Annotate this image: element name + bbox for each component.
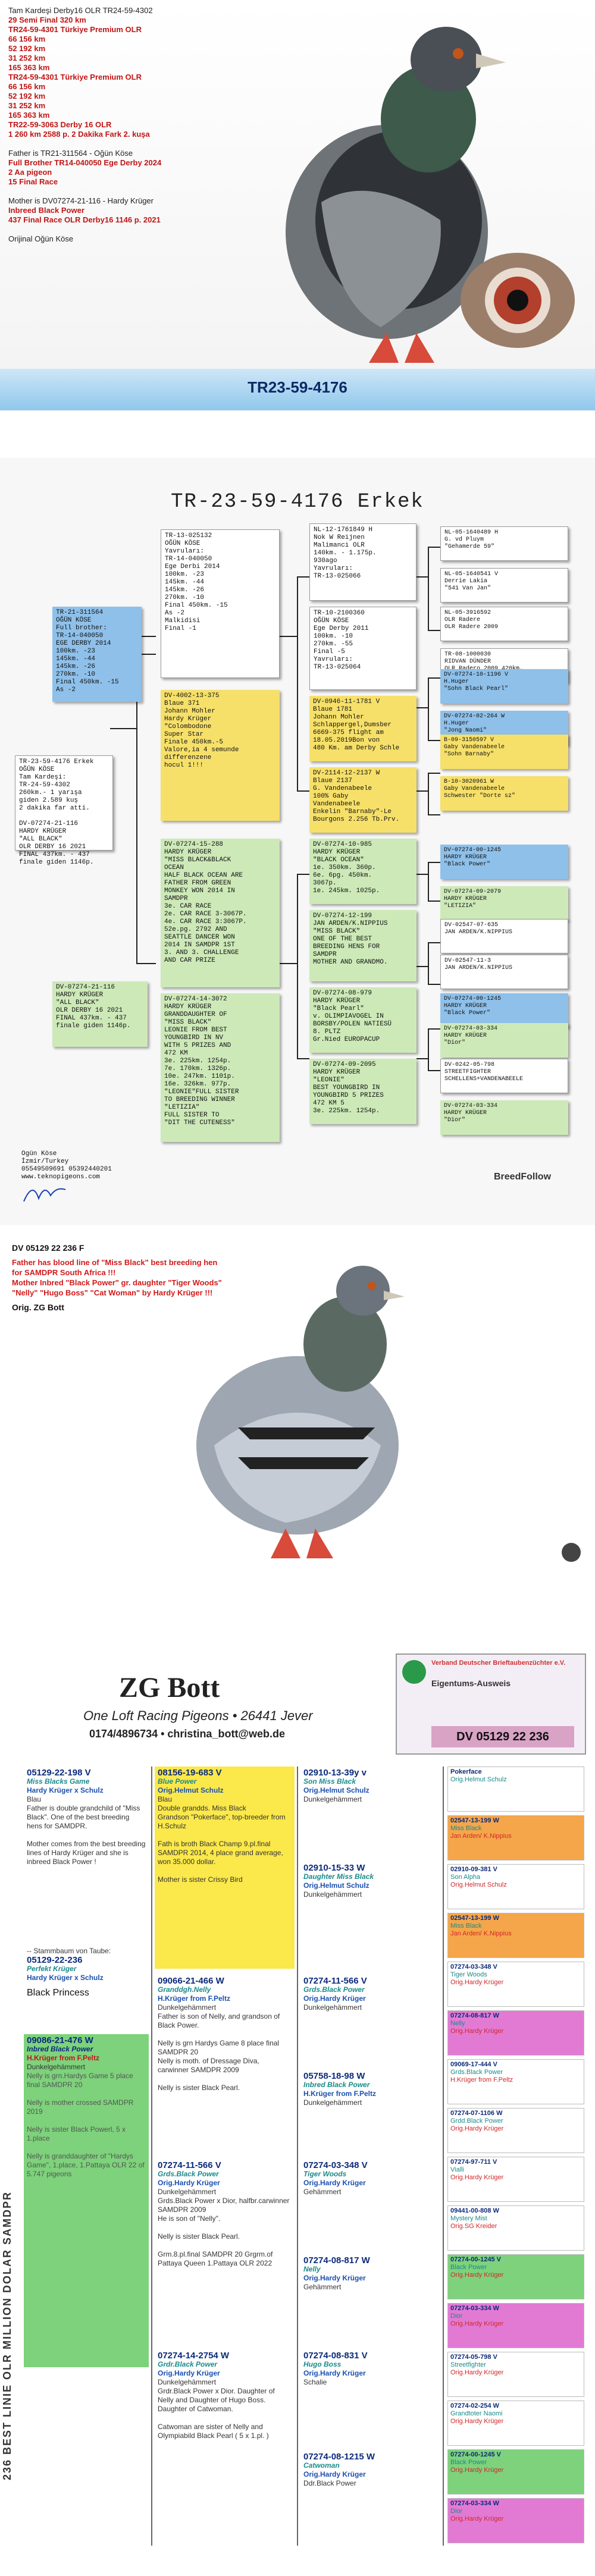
zg-g4-b: Orig.Hardy Krüger xyxy=(450,2369,504,2376)
zg-stammbaum-label: -- Stammbaum von Taube: xyxy=(27,1947,111,1955)
zg-g4-card xyxy=(447,2401,584,2446)
zg-mother-name: Inbred Black Power xyxy=(27,2045,93,2053)
pedigree-g4-card: NL-05-1640489 H G. vd Pluym "Gehamerde 59" xyxy=(440,526,568,561)
zg-g3-card xyxy=(300,2070,440,2153)
pedigree-ss: TR-13-025132 OĞÜN KÖSE Yavruları: TR-14-040050 Ege Derbi 2014 100km. -23 145km. -44 145km. -26 270km. -10 Final 450km. -15 As -2 Malkidisi Final -1 xyxy=(161,529,280,678)
zg-g3-breeder: Orig.Helmut Schulz xyxy=(303,1881,369,1890)
pedigree-g4-card: NL-05-1640541 V Derrie Lakia "541 Van Jan" xyxy=(440,568,568,603)
zg-g4-b: Orig.Hardy Krüger xyxy=(450,2174,504,2181)
zg-g4-b: Orig.Hardy Krüger xyxy=(450,2028,504,2035)
race-results-text xyxy=(8,6,258,244)
pigeon-photo-2 xyxy=(167,1249,440,1570)
pedigree-g4-card: DV-07274-03-334 HARDY KRÜGER "Dior" xyxy=(440,1100,568,1135)
pedigree-g4-card: DV-07274-03-334 HARDY KRÜGER "Dior" xyxy=(440,1023,568,1058)
zg-mother-ring: 09086-21-476 W xyxy=(27,2035,93,2045)
zg-ms-name: Grds.Black Power xyxy=(158,2170,219,2178)
zg-g4-card xyxy=(447,1962,584,2007)
zg-g4-card xyxy=(447,2108,584,2153)
zg-g3-color: Schalie xyxy=(303,2378,327,2386)
race-line: Full Brother TR14-040050 Ege Derby 2024 xyxy=(8,158,162,167)
zg-fd-ring: 09066-21-466 W xyxy=(158,1976,224,1986)
zg-subject-extra: Black Princess xyxy=(27,1988,89,1998)
pedigree-g4-card: DV-02547-07-635 JAN ARDEN/K.NIPPIUS xyxy=(440,919,568,953)
zg-g4-n: Orig.Helmut Schulz xyxy=(450,1776,507,1783)
zg-father-color: Blau xyxy=(27,1795,42,1803)
zg-g4-card xyxy=(447,2254,584,2299)
pedigree-g4-card: NL-05-3916592 OLR Radere OLR Radere 2009 xyxy=(440,607,568,641)
race-line: Tam Kardeşi Derby16 OLR TR24-59-4302 xyxy=(8,6,153,15)
zg-g4-b: Jan Arden/ K.Nippius xyxy=(450,1930,512,1937)
zg-g4-r: 07274-02-254 W xyxy=(450,2402,499,2409)
watermark-logo xyxy=(559,1540,583,1564)
race-line: 165 363 km xyxy=(8,111,50,120)
zg-father-ring: 05129-22-198 V xyxy=(27,1768,91,1778)
zg-fs xyxy=(155,1767,295,1969)
zg-g4-card xyxy=(447,2303,584,2348)
zg-father-breeder: Hardy Krüger x Schulz xyxy=(27,1786,104,1794)
zg-ms-color: Dunkelgehämmert xyxy=(158,2188,217,2196)
zg-g3-name: Catwoman xyxy=(303,2461,340,2470)
zg-ms-breeder: Orig.Hardy Krüger xyxy=(158,2179,220,2187)
zg-g3-ring: 07274-08-1215 W xyxy=(303,2452,375,2462)
zg-fs-breeder: Orig.Helmut Schulz xyxy=(158,1786,224,1794)
zg-g3-breeder: Orig.Hardy Krüger xyxy=(303,2274,366,2282)
race-line: 15 Final Race xyxy=(8,177,58,186)
pedigree-g4-card: DV-02547-11-3 JAN ARDEN/K.NIPPIUS xyxy=(440,955,568,989)
ring-number-2: DV 05129 22 236 F xyxy=(12,1243,84,1253)
zg-g3-color: Dunkelgehämmert xyxy=(303,2098,362,2107)
zg-fd xyxy=(155,1975,295,2153)
zg-fd-breeder: H.Krüger from F.Peltz xyxy=(158,1994,231,2003)
zg-g4-n: Black Power xyxy=(450,2264,487,2271)
zg-g4-b: Orig.Hardy Krüger xyxy=(450,2320,504,2327)
zg-g4-card xyxy=(447,2010,584,2056)
race-line: 66 156 km xyxy=(8,82,46,91)
zg-g4-n: Nelly xyxy=(450,2020,465,2027)
zg-g4-r: 07274-08-817 W xyxy=(450,2012,499,2019)
race-line: 66 156 km xyxy=(8,34,46,43)
race-line: 29 Semi Final 320 km xyxy=(8,15,86,24)
zg-g4-n: Grdd.Black Power xyxy=(450,2117,503,2125)
zg-mother-color: Dunkelgehämmert xyxy=(27,2063,86,2071)
zg-g3-color: Dunkelgehämmert xyxy=(303,2003,362,2012)
zg-g3-color: Ddr.Black Power xyxy=(303,2479,356,2487)
zg-subject-breeder: Hardy Krüger x Schulz xyxy=(27,1973,104,1982)
zg-g3-breeder: Orig.Hardy Krüger xyxy=(303,2470,366,2478)
race-line: Mother is DV07274-21-116 - Hardy Krüger xyxy=(8,196,154,205)
zg-g4-card xyxy=(447,1815,584,1860)
race-line: 437 Final Race OLR Derby16 1146 p. 2021 xyxy=(8,215,161,224)
zg-ms-text: Grds.Black Power x Dior, halfbr.carwinner SAMDPR 2009 He is son of "Nelly". Nelly is sister Black Pearl. Grm.8.pl.final SAMDPR 20 Grgrm.of Pattaya Queen 1.Pattaya OLR 2022 xyxy=(158,2197,290,2267)
zg-g3-ring: 07274-03-348 V xyxy=(303,2160,368,2170)
pedigree-g4-card: DV-07274-00-1245 HARDY KRÜGER "Black Power" xyxy=(440,993,568,1028)
zg-md-color: Dunkelgehämmert xyxy=(158,2378,217,2386)
zg-g4-b: Orig.Hardy Krüger xyxy=(450,2418,504,2425)
pedigree-breeder-info: Ogün Köse İzmir/Turkey 05549509691 05392440201 www.teknopigeons.com xyxy=(21,1150,112,1181)
zg-g4-card xyxy=(447,1913,584,1958)
zg-g3-ring: 07274-11-566 V xyxy=(303,1976,367,1986)
zg-fd-color: Dunkelgehämmert xyxy=(158,2003,217,2012)
zg-g3-breeder: Orig.Hardy Krüger xyxy=(303,2179,366,2187)
zg-g4-r: 07274-03-334 W xyxy=(450,2305,499,2312)
description-line: "Nelly" "Hugo Boss" "Cat Woman" by Hardy Krüger !!! xyxy=(12,1288,213,1297)
zg-fd-text: Father is son of Nelly, and grandson of Black Power. Nelly is grn Hardys Game 8 place final SAMDPR 20 Nelly is moth. of Dressage Diva, carwinner SAMDPR 2009 Nelly is sister Black Pearl. xyxy=(158,2012,280,2092)
zg-g4-card xyxy=(447,1864,584,1909)
zg-bott-pedigree xyxy=(0,1653,595,2576)
pedigree-dss: DV-07274-10-985 HARDY KRÜGER "BLACK OCEAN" 1e. 350km. 360p. 6e. 6pg. 450km. 3067p. 1e. 245km. 1025p. xyxy=(309,839,416,904)
zg-bott-subtitle: One Loft Racing Pigeons • 26441 Jever xyxy=(83,1708,313,1723)
race-line: TR24-59-4301 Türkiye Premium OLR xyxy=(8,25,142,34)
zg-g4-card xyxy=(447,2449,584,2495)
zg-g4-b: Orig.Hardy Krüger xyxy=(450,2125,504,2132)
pedigree-ddd: DV-07274-09-2095 HARDY KRÜGER "LEONIE" BEST YOUNGBIRD IN YOUNGBIRD 5 PRIZES 472 KM 5 3e. 225km. 1254p. xyxy=(309,1059,416,1124)
zg-g4-r: 09069-17-444 V xyxy=(450,2061,497,2068)
pedigree-dd: DV-07274-14-3072 HARDY KRÜGER GRANDDAUGHTER OF "MISS BLACK" LEONIE FROM BEST YOUNGBIRD IN NV WITH 5 PRIZES AND 472 KM 3e. 225km. 1254p. 7e. 170km. 1326p. 10e. 247km. 1101p. 16e. 326km. 977p. "LEONIE"FULL SISTER TO BREEDING WINNER "LETIZIA" FULL SISTER TO "DIT THE CUTENESS" xyxy=(161,993,280,1142)
zg-ms xyxy=(155,2159,295,2343)
zg-bott-contact: 0174/4896734 • christina_bott@web.de xyxy=(89,1728,286,1740)
zg-bott-title: ZG Bott xyxy=(119,1672,220,1703)
pedigree-g4-card: DV-07274-10-1196 V H.Huger "Sohn Black Pearl" xyxy=(440,669,568,704)
zg-g3-breeder: H.Krüger from F.Peltz xyxy=(303,2089,377,2098)
zg-md-breeder: Orig.Hardy Krüger xyxy=(158,2369,220,2377)
race-line: 31 252 km xyxy=(8,54,46,62)
zg-mother xyxy=(24,2034,149,2367)
pedigree-dam: DV-07274-21-116 HARDY KRÜGER "ALL BLACK" OLR DERBY 16 2021 FINAL 437km. - 437 finale giden 1146p. xyxy=(52,981,148,1047)
race-line: 52 192 km xyxy=(8,44,46,53)
race-line xyxy=(8,225,258,234)
pedigree-subject: TR-23-59-4176 Erkek OĞÜN KÖSE Tam Kardeşi: TR-24-59-4302 260km.- 1 yarışa giden 2.589 kuş 2 dakika far atti. DV-07274-21-116 HARDY KRÜGER "ALL BLACK" OLR DERBY 16 2021 FINAL 437km. - 437 finale giden 1146p. xyxy=(15,755,113,851)
zg-g3-breeder: Orig.Hardy Krüger xyxy=(303,1994,366,2003)
zg-g3-card xyxy=(300,2254,440,2337)
pedigree-sire: TR-21-311564 OĞÜN KÖSE Full brother: TR-14-040050 EGE DERBY 2014 100km. -23 145km. -44 145km. -26 270km. -10 Final 450km. -15 As -2 xyxy=(52,607,142,702)
zg-g3-ring: 07274-08-817 W xyxy=(303,2255,370,2266)
signature-image xyxy=(21,1178,68,1207)
pedigree-g4-card: DV-07274-02-264 W H.Huger "Jong Naomi" xyxy=(440,711,568,745)
zg-g4-b: Jan Arden/ K.Nippius xyxy=(450,1833,512,1840)
race-line: 52 192 km xyxy=(8,92,46,101)
zg-g3-card xyxy=(300,2451,440,2534)
zg-g4-b: Orig.SG Kreider xyxy=(450,2223,497,2230)
zg-g3-name: Grds.Black Power xyxy=(303,1985,365,1994)
zg-g3-color: Dunkelgehämmert xyxy=(303,1795,362,1803)
zg-ms-ring: 07274-11-566 V xyxy=(158,2160,221,2170)
pedigree-sd: DV-4002-13-375 Blaue 371 Johann Mohler Hardy Krüger "Colombodone Super Star Finale 450km.-5 Valore,ia 4 semunde differenzene hocul 1!!! xyxy=(161,690,280,821)
zg-mother-breeder: H.Krüger from F.Peltz xyxy=(27,2054,100,2062)
zg-g4-n: Tiger Woods xyxy=(450,1971,487,1978)
zg-g4-card xyxy=(447,2059,584,2104)
zg-g4-n: Son Alpha xyxy=(450,1874,481,1881)
zg-md xyxy=(155,2349,295,2546)
zg-g3-color: Dunkelgehämmert xyxy=(303,1890,362,1899)
zg-g3-name: Hugo Boss xyxy=(303,2360,342,2368)
pigeon-eye-closeup xyxy=(458,250,577,351)
zg-g4-r: 07274-03-334 W xyxy=(450,2500,499,2507)
zg-g4-n: Dior xyxy=(450,2508,463,2515)
description-line: Father has blood line of "Miss Black" best breeding hen xyxy=(12,1258,218,1267)
zg-g4-b: Orig.Hardy Krüger xyxy=(450,1979,504,1986)
breedfollow-logo: BreedFollow xyxy=(494,1172,552,1182)
race-line: 1 260 km 2588 p. 2 Dakika Fark 2. kuşa xyxy=(8,130,150,139)
zg-g3-card xyxy=(300,2159,440,2242)
zg-g4-b: Orig.Hardy Krüger xyxy=(450,2515,504,2522)
pedigree-dds: DV-07274-08-979 HARDY KRÜGER "Black Pearl" v. OLIMPIAVOGEL IN BORSBY/POLEN NATIESÜ 8. PLTZ Gr.Nied EUROPACUP xyxy=(309,987,416,1053)
race-line: Orijinal Oğün Köse xyxy=(8,234,74,243)
zg-g3-ring: 05758-18-98 W xyxy=(303,2071,365,2081)
zg-g3-name: Tiger Woods xyxy=(303,2170,347,2178)
zg-fd-name: Granddgh.Nelly xyxy=(158,1985,211,1994)
zg-father xyxy=(24,1767,149,1939)
zg-g4-n: Grds.Black Power xyxy=(450,2069,503,2076)
pedigree-g4-card: B-09-3150597 V Gaby Vandenabeele "Sohn Barnaby" xyxy=(440,735,568,769)
zg-md-name: Grdr.Black Power xyxy=(158,2360,218,2368)
zg-g3-name: Son Miss Black xyxy=(303,1777,356,1786)
zg-g4-b: H.Krüger from F.Peltz xyxy=(450,2076,513,2084)
zg-g4-r: 07274-97-711 V xyxy=(450,2158,497,2166)
hero-section-1 xyxy=(0,0,595,410)
hero-section-2 xyxy=(0,1243,595,1576)
pedigree-title: TR-23-59-4176 Erkek xyxy=(171,491,424,513)
race-line: Inbreed Black Power xyxy=(8,206,84,215)
zg-g3-card xyxy=(300,1767,440,1850)
zg-g4-n: Black Power xyxy=(450,2459,487,2466)
zg-g4-r: 07274-00-1245 V xyxy=(450,2256,502,2263)
zg-g3-color: Gehämmert xyxy=(303,2283,342,2291)
race-line: TR24-59-4301 Türkiye Premium OLR xyxy=(8,73,142,81)
zg-g4-r: 07274-03-348 V xyxy=(450,1963,497,1971)
zg-g4-n: Miss Black xyxy=(450,1922,482,1929)
zg-g4-card xyxy=(447,2205,584,2251)
race-line: 31 252 km xyxy=(8,101,46,110)
zg-g3-breeder: Orig.Hardy Krüger xyxy=(303,2369,366,2377)
pedigree-g4-card: DV-07274-09-2079 HARDY KRÜGER "LETIZIA" xyxy=(440,886,568,921)
zg-subject-name: Perfekt Krüger xyxy=(27,1965,77,1973)
zg-g3-ring: 02910-13-39y v xyxy=(303,1768,367,1778)
race-line: 165 363 km xyxy=(8,63,50,72)
zg-md-ring: 07274-14-2754 W xyxy=(158,2351,230,2361)
pedigree-g4-card: DV-0242-05-798 STREETFIGHTER SCHELLENS+VANDENABEELE xyxy=(440,1059,568,1093)
zg-subject xyxy=(24,1945,149,2022)
badge-title: Eigentums-Ausweis xyxy=(431,1678,511,1688)
zg-g3-ring: 07274-08-831 V xyxy=(303,2351,368,2361)
race-line: TR22-59-3063 Derby 16 OLR xyxy=(8,120,112,129)
ring-number: TR23-59-4176 xyxy=(248,378,347,396)
zg-g4-n: Miss Black xyxy=(450,1825,482,1832)
badge-ring: DV 05129 22 236 xyxy=(431,1726,574,1747)
zg-g4-n: Dior xyxy=(450,2313,463,2320)
zg-g4-b: Orig.Helmut Schulz xyxy=(450,1881,507,1888)
zg-father-text: Father is double grandchild of "Miss Black". One of the best breeding hens for SAMDPR. Mother comes from the best breeding lines of Hardy Krüger and she is inbreed Black Power ! xyxy=(27,1804,146,1866)
zg-g4-r: 07274-00-1245 V xyxy=(450,2451,502,2458)
pedigree-g4-card: TR-08-1000030 RIDVAN DÜNDER xyxy=(440,648,568,683)
zg-g4-b: Orig.Hardy Krüger xyxy=(450,2271,504,2279)
zg-g4-n: Vialli xyxy=(450,2166,465,2173)
badge-org: Verband Deutscher Brieftaubenzüchter e.V. xyxy=(431,1659,566,1667)
race-line xyxy=(8,187,258,196)
zg-g4-card xyxy=(447,2498,584,2543)
zg-g4-n: Mystery Mist xyxy=(450,2215,487,2222)
zg-md-text: Grdr.Black Power x Dior. Daughter of Nelly and Daughter of Hugo Boss. Daughter of Catwoman. Catwoman are sister of Nelly and Olympiabild Black Pearl ( 5 x 1.pl. ) xyxy=(158,2387,275,2440)
vertical-sidebar-text: 236 BEST LINIE OLR MILLION DOLAR SAMDPR xyxy=(1,2191,13,2480)
zg-g4-card xyxy=(447,2352,584,2397)
zg-subject-ring: 05129-22-236 xyxy=(27,1955,83,1965)
description-line: Mother Inbred "Black Power" gr. daughter "Tiger Woods" xyxy=(12,1278,222,1287)
pedigree-ds: DV-07274-15-288 HARDY KRÜGER "MISS BLACK&BLACK OCEAN HALF BLACK OCEAN ARE FATHER FROM GREEN MONKEY WON 2014 IN SAMDPR 3e. CAR RACE 2e. CAR RACE 3-3067P. 4e. CAR RACE 3:3067P. 52e.pg. 2792 AND SEATTLE DANCER WON 2014 IN SAMDPR 1ST 3. AND 3. CHALLENGE AND CAR PRIZE xyxy=(161,839,280,987)
zg-fs-ring: 08156-19-683 V xyxy=(158,1768,222,1778)
zg-g3-ring: 02910-15-33 W xyxy=(303,1863,365,1873)
pedigree-g4-card: B-10-3020961 W Gaby Vandenabeele Schwester "Dorte sz" xyxy=(440,776,568,811)
zg-g3-card xyxy=(300,1862,440,1945)
zg-g3-name: Inbred Black Power xyxy=(303,2081,370,2089)
pedigree-ssd: TR-10-2100360 OĞÜN KÖSE Ege Derby 2011 100km. -10 270km. -55 Final -5 Yavruları: TR-13-025064 xyxy=(309,607,416,690)
pedigree-sds: DV-0946-11-1781 V Blaue 1781 Johann Mohler Schlappergel,Dumsber 6669-375 flight am 18.05.2019Bon von 480 Km. am Derby Schle xyxy=(309,696,416,761)
zg-fs-name: Blue Power xyxy=(158,1777,197,1786)
zg-g4-n: Streetfighter xyxy=(450,2361,486,2368)
origin-label: Orig. ZG Bott xyxy=(12,1303,64,1312)
race-line: Father is TR21-311564 - Oğün Köse xyxy=(8,149,133,158)
pedigree-sss: NL-12-1761849 H Nok W Reijnen Malimanci OLR 140km. - 1.175p. 930ago Yavruları: TR-13-025066 xyxy=(309,523,416,601)
pedigree-sdd: DV-2114-12-2137 W Blaue 2137 G. Vandenabeele 100% Gaby Vandenabeele Enkelin "Barnaby"-Le Bourgons 2.256 Tb.Prv. xyxy=(309,767,416,833)
zg-mother-text: Nelly is grn.Hardys Game 5 place final SAMDPR 20 Nelly is mother crossed SAMDPR 2019 Nelly is sister Black Powerl, 5 x 1.place Nelly is granddaughter of "Hardys Game", 1.place, 1.Pattaya OLR 22 of 5.747 pigeons xyxy=(27,2072,145,2178)
zg-g4-card xyxy=(447,2157,584,2202)
pedigree-dsd: DV-07274-12-199 JAN ARDEN/K.NIPPIUS "MISS BLACK" ONE OF THE BEST BREEDING HENS FOR SAMDPR MOTHER AND GRANDMO. xyxy=(309,910,416,981)
zg-fs-color: Blau xyxy=(158,1795,173,1803)
race-line: 2 Aa pigeon xyxy=(8,168,52,177)
zg-g3-card xyxy=(300,1975,440,2058)
zg-g3-breeder: Orig.Helmut Schulz xyxy=(303,1786,369,1794)
zg-father-name: Miss Blacks Game xyxy=(27,1777,90,1786)
pedigree-card xyxy=(0,458,595,1225)
zg-g4-r: 07274-05-798 V xyxy=(450,2354,497,2361)
zg-g4-r: Pokerface xyxy=(450,1768,482,1775)
zg-g4-r: 09441-00-808 W xyxy=(450,2207,499,2214)
zg-g4-r: 07274-07-1106 W xyxy=(450,2110,503,2117)
pedigree-g4-card: DV-07274-00-1245 HARDY KRÜGER "Black Power" xyxy=(440,845,568,879)
zg-g3-name: Nelly xyxy=(303,2265,321,2273)
zg-g3-card xyxy=(300,2349,440,2433)
zg-g4-r: 02547-13-199 W xyxy=(450,1817,499,1824)
zg-g4-card xyxy=(447,1767,584,1812)
zg-g4-r: 02910-09-381 V xyxy=(450,1866,497,1873)
zg-g4-b: Orig.Hardy Krüger xyxy=(450,2467,504,2474)
zg-g4-n: Grandtoter Naomi xyxy=(450,2410,503,2417)
zg-fs-text: Double grandds. Miss Black Grandson "Pokerface", top-breeder from H.Schulz Fath is broth Black Champ 9.pl.final SAMDPR 2014, 4 place grand average, won 35.000 dollar. Mother is sister Crissy Bird xyxy=(158,1804,286,1884)
zg-g3-name: Daughter Miss Black xyxy=(303,1872,374,1881)
description-line: for SAMDPR South Africa !!! xyxy=(12,1268,116,1277)
race-line xyxy=(8,139,258,149)
zg-g3-color: Gehämmert xyxy=(303,2188,342,2196)
zg-g4-r: 02547-13-199 W xyxy=(450,1915,499,1922)
